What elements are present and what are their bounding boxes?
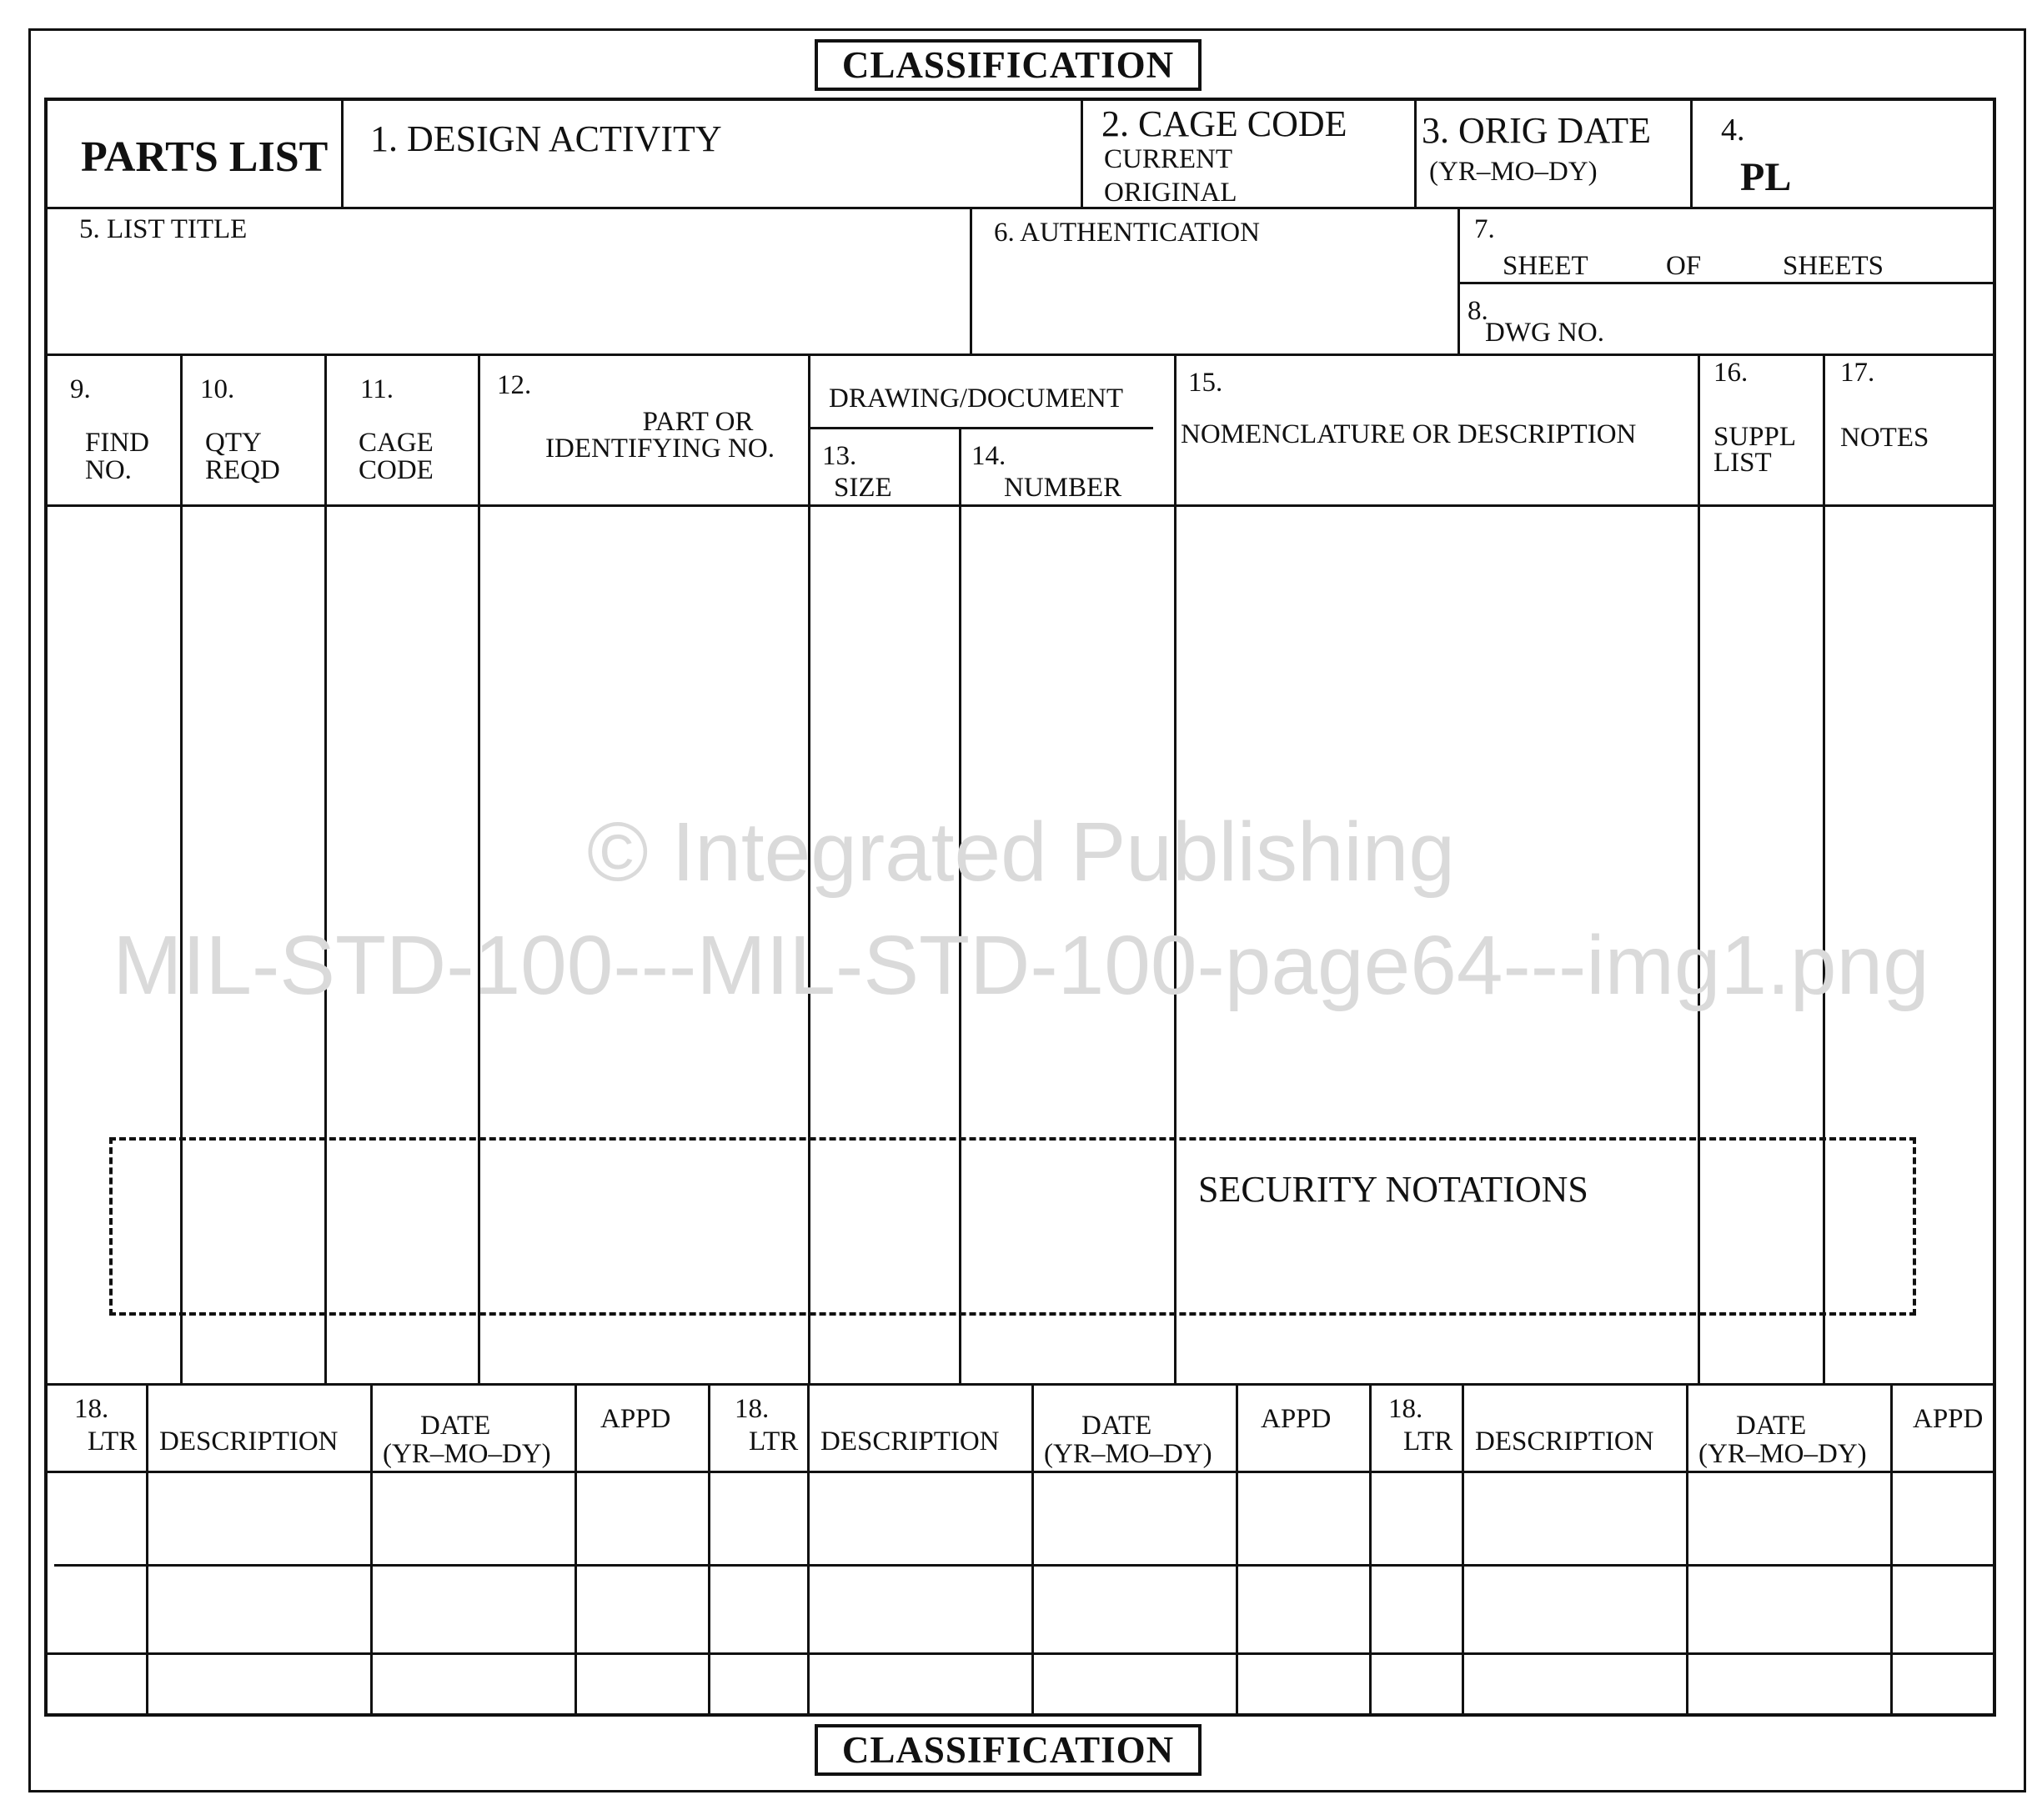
rev-1-date-format: (YR–MO–DY) (383, 1439, 551, 1469)
cage-current-label: CURRENT (1104, 144, 1233, 174)
col-10-label-1: QTY (205, 428, 262, 458)
title-divider-1 (970, 207, 972, 353)
rev-divider-3 (574, 1383, 577, 1717)
rev-2-ltr: LTR (749, 1426, 799, 1457)
col-9-number: 9. (70, 374, 91, 404)
rev-2-description: DESCRIPTION (820, 1426, 1000, 1457)
rev-1-ltr: LTR (88, 1426, 138, 1457)
sheet-label: SHEET (1503, 251, 1588, 281)
col-15-label: NOMENCLATURE OR DESCRIPTION (1181, 419, 1637, 449)
sheets-label: SHEETS (1783, 251, 1884, 281)
rev-2-date-format: (YR–MO–DY) (1044, 1439, 1212, 1469)
watermark-line-2: MIL-STD-100---MIL-STD-100-page64---img1.png (113, 919, 1929, 1012)
parts-list-form (44, 98, 1996, 1717)
field-4-value: PL (1740, 155, 1792, 199)
col-12-number: 12. (497, 370, 532, 400)
col-13-number: 13. (822, 441, 857, 471)
field-1-label: 1. DESIGN ACTIVITY (370, 118, 722, 159)
rev-1-appd: APPD (600, 1404, 671, 1434)
orig-date-format: (YR–MO–DY) (1429, 157, 1598, 187)
col-16-label-2: LIST (1713, 448, 1772, 478)
security-notations-label: SECURITY NOTATIONS (1198, 1169, 1588, 1210)
rev-2-date: DATE (1081, 1411, 1152, 1441)
rev-3-appd: APPD (1913, 1404, 1984, 1434)
form-title: PARTS LIST (81, 133, 329, 181)
rev-3-number: 18. (1388, 1394, 1423, 1424)
col-14-number: 14. (971, 441, 1006, 471)
field-4-label: 4. (1721, 113, 1745, 148)
rev-divider-9 (1462, 1383, 1464, 1717)
col-11-label-2: CODE (359, 455, 434, 485)
cage-original-label: ORIGINAL (1104, 178, 1237, 208)
rev-divider-4 (708, 1383, 710, 1717)
drawing-rule (810, 427, 1153, 429)
field-2-label: 2. CAGE CODE (1101, 103, 1347, 144)
col-10-number: 10. (200, 374, 235, 404)
security-notations-box (109, 1137, 1916, 1316)
rev-2-appd: APPD (1261, 1404, 1332, 1434)
header-divider-1 (341, 101, 344, 207)
rev-3-date-format: (YR–MO–DY) (1698, 1439, 1867, 1469)
classification-top: CLASSIFICATION (815, 39, 1202, 91)
revision-row-rule-1 (54, 1564, 1993, 1567)
rev-1-number: 18. (74, 1394, 109, 1424)
col-14-label: NUMBER (1004, 473, 1122, 503)
rev-divider-8 (1369, 1383, 1372, 1717)
col-16-label-1: SUPPL (1713, 422, 1797, 452)
col-16-number: 16. (1713, 358, 1748, 388)
header-divider-2 (1081, 101, 1083, 207)
header-divider-3 (1414, 101, 1417, 207)
rev-2-number: 18. (735, 1394, 770, 1424)
classification-bottom: CLASSIFICATION (815, 1724, 1202, 1776)
rev-divider-7 (1236, 1383, 1238, 1717)
header-divider-4 (1690, 101, 1693, 207)
col-15-number: 15. (1188, 368, 1223, 398)
rev-3-description: DESCRIPTION (1475, 1426, 1654, 1457)
field-8-label: 8. (1468, 296, 1488, 326)
col-17-label: NOTES (1840, 423, 1929, 453)
title-divider-2 (1457, 207, 1460, 353)
rev-divider-10 (1686, 1383, 1688, 1717)
sheet-rule (1457, 282, 1993, 284)
column-header-rule (48, 504, 1993, 507)
col-11-number: 11. (360, 374, 394, 404)
revision-header-rule (48, 1471, 1993, 1473)
col-12-label-2: IDENTIFYING NO. (545, 434, 775, 464)
watermark-line-1: © Integrated Publishing (586, 805, 1455, 899)
rev-divider-1 (146, 1383, 148, 1717)
of-label: OF (1666, 251, 1702, 281)
col-9-label-1: FIND (85, 428, 150, 458)
revision-row-rule-2 (48, 1652, 1993, 1655)
drawing-document-label: DRAWING/DOCUMENT (829, 384, 1123, 414)
col-10-label-2: REQD (205, 455, 280, 485)
rev-3-date: DATE (1736, 1411, 1807, 1441)
rev-divider-6 (1031, 1383, 1034, 1717)
field-5-label: 5. LIST TITLE (79, 214, 248, 244)
header-rule (48, 207, 1993, 209)
rev-1-description: DESCRIPTION (159, 1426, 339, 1457)
rev-3-ltr: LTR (1403, 1426, 1453, 1457)
rev-divider-11 (1890, 1383, 1893, 1717)
col-17-number: 17. (1840, 358, 1875, 388)
rev-divider-2 (370, 1383, 373, 1717)
col-11-label-1: CAGE (359, 428, 434, 458)
dwg-no-label: DWG NO. (1485, 318, 1604, 348)
rev-1-date: DATE (420, 1411, 491, 1441)
field-3-label: 3. ORIG DATE (1422, 110, 1651, 151)
col-13-label: SIZE (834, 473, 892, 503)
rev-divider-5 (807, 1383, 810, 1717)
col-9-label-2: NO. (85, 455, 132, 485)
title-rule (48, 353, 1993, 356)
col-12-label-1: PART OR (642, 407, 754, 437)
field-7-label: 7. (1474, 214, 1495, 244)
revision-top-rule (48, 1383, 1993, 1386)
field-6-label: 6. AUTHENTICATION (994, 218, 1260, 248)
